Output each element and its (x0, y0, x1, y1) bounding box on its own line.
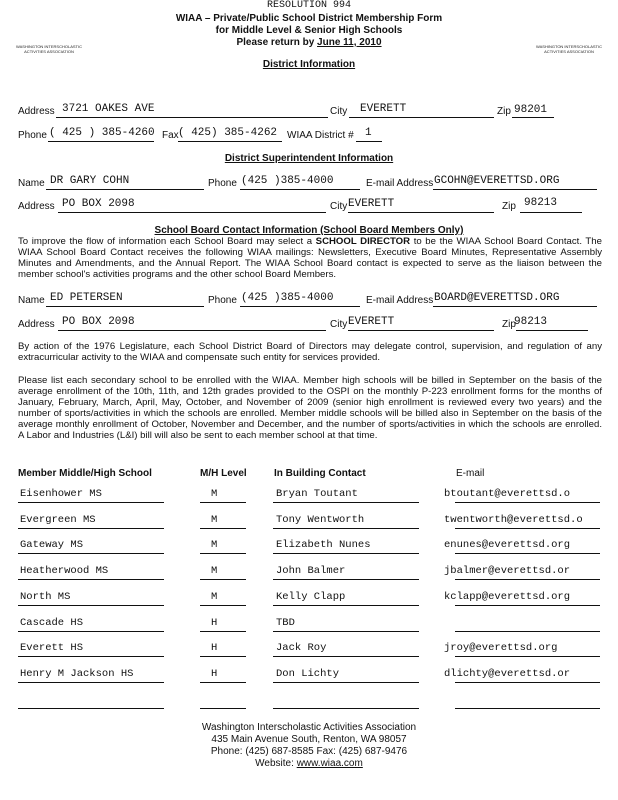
sup-name-field[interactable]: DR GARY COHN (50, 175, 130, 187)
district-phone-field[interactable]: ( 425 ) 385-4260 (49, 127, 155, 139)
zip-line (512, 117, 554, 118)
address-label: Address (18, 106, 55, 117)
email-cell[interactable]: btoutant@everettsd.o (444, 488, 571, 500)
form-title: WIAA – Private/Public School District Membership Form (175, 13, 443, 24)
col-header-school: Member Middle/High School (18, 468, 152, 479)
school-cell-line (18, 656, 164, 657)
fax-line (178, 141, 282, 142)
level-cell[interactable]: M (211, 513, 218, 526)
col-header-contact: In Building Contact (274, 468, 366, 479)
board-address-line (58, 330, 326, 331)
board-zip-line (516, 330, 588, 331)
level-cell[interactable]: H (211, 667, 218, 680)
email-cell[interactable]: twentworth@everettsd.o (444, 513, 583, 526)
board-zip-field[interactable]: 98213 (514, 316, 548, 328)
school-cell-line (18, 528, 164, 529)
board-email-label: E-mail Address (366, 295, 434, 306)
level-cell-line (200, 528, 246, 529)
board-address-label: Address (18, 319, 55, 330)
board-intro (18, 236, 602, 280)
school-cell-line (18, 579, 164, 580)
form-subtitle: for Middle Level & Senior High Schools (215, 25, 403, 36)
wiaa-district-line (356, 141, 382, 142)
right-seal-logo: WASHINGTON INTERSCHOLASTIC ACTIVITIES ASSOCIATION (535, 44, 602, 54)
school-cell[interactable]: Everett HS (20, 642, 84, 655)
school-cell-line (18, 553, 164, 554)
resolution-number: RESOLUTION 994 (266, 0, 351, 11)
school-cell-line (18, 631, 164, 632)
contact-cell-line (273, 605, 419, 606)
board-phone-field[interactable]: (425 )385-4000 (241, 292, 334, 304)
footer-phone: Phone: (425) 687-8585 Fax: (425) 687-9476 (210, 746, 408, 757)
wiaa-district-number-field[interactable]: 1 (365, 127, 372, 139)
board-address-field[interactable]: PO BOX 2098 (62, 316, 135, 328)
level-cell-line (200, 502, 246, 503)
board-city-line (348, 330, 494, 331)
email-cell-line (455, 553, 600, 554)
address-line (56, 117, 328, 118)
board-name-field[interactable]: ED PETERSEN (50, 292, 123, 304)
sup-city-field[interactable]: EVERETT (348, 198, 395, 210)
email-cell[interactable]: jbalmer@everettsd.or (444, 565, 571, 578)
contact-cell[interactable]: Elizabeth Nunes (276, 539, 371, 552)
level-cell[interactable]: M (211, 539, 218, 552)
col-header-email: E-mail (456, 468, 485, 479)
footer-website (0, 758, 618, 769)
email-cell-line (455, 682, 600, 683)
zip-label: Zip (497, 106, 511, 117)
school-cell[interactable]: Heatherwood MS (20, 565, 109, 578)
website-link[interactable]: www.wiaa.com (296, 758, 363, 769)
level-cell[interactable]: M (211, 565, 218, 578)
level-cell-line (200, 631, 246, 632)
level-cell-line (200, 553, 246, 554)
board-phone-label: Phone (208, 295, 237, 306)
district-fax-field[interactable]: ( 425) 385-4262 (178, 127, 278, 139)
sup-city-line (348, 212, 494, 213)
footer-org: Washington Interscholastic Activities Association (201, 722, 417, 733)
contact-cell-line (273, 502, 419, 503)
email-cell-line (455, 605, 600, 606)
sup-name-line (46, 189, 204, 190)
contact-cell[interactable]: TBD (276, 616, 295, 629)
sup-zip-label: Zip (502, 201, 516, 212)
district-info-heading: District Information (262, 59, 356, 70)
school-cell[interactable]: Evergreen MS (20, 513, 96, 526)
return-by (0, 37, 618, 48)
school-cell-line (18, 502, 164, 503)
level-cell-line (200, 579, 246, 580)
contact-cell[interactable]: Jack Roy (276, 642, 327, 655)
contact-cell-line (273, 656, 419, 657)
board-city-label: City (330, 319, 348, 330)
website-label: Website: (255, 758, 294, 769)
board-email-line (433, 306, 597, 307)
board-intro-part1: To improve the flow of information each School Board may select a (18, 236, 313, 247)
return-by-label: Please return by (236, 37, 315, 48)
board-phone-line (240, 306, 360, 307)
board-name-label: Name (18, 295, 45, 306)
email-cell-line (455, 528, 600, 529)
billing-paragraph: Please list each secondary school to be enrolled with the WIAA. Member high schools will be billed in September on the basis of the average enrollment of the 10th, 11th, and 12th grades provided to the OSPI on the monthly P-223 enrollment forms for the months of January, February, March, April, May, October, and November of 2009 (senior high enrollment is reviewed every two years) and the number of sports/activities in which the schools are enrolled. Member middle schools will be billed also in September on the basis of the average monthly enrollment of October, November and December, and the number of sports/activities in which the schools are enrolled. A Labor and Industries (L&I) bill will also be sent to each member school at that time. (18, 375, 602, 441)
sup-address-label: Address (18, 201, 55, 212)
fax-label: Fax (162, 130, 179, 141)
school-cell-line (18, 605, 164, 606)
board-city-field[interactable]: EVERETT (348, 316, 395, 328)
board-email-field[interactable]: BOARD@EVERETTSD.ORG (434, 292, 560, 304)
email-cell-line (455, 631, 600, 632)
superintendent-heading: District Superintendent Information (224, 153, 394, 164)
contact-cell-line (273, 631, 419, 632)
sup-zip-field[interactable]: 98213 (524, 197, 558, 209)
email-cell[interactable]: jroy@everettsd.org (444, 642, 558, 655)
phone-line (48, 141, 154, 142)
sup-email-label: E-mail Address (366, 178, 434, 189)
school-cell[interactable]: Henry M Jackson HS (20, 667, 134, 680)
board-intro-part2: to be the WIAA School Board Contact. The WIAA School Board Contact receives the following WIAA mailings: Newsletters, Executive Board Minutes, Representative Assembly Minutes and Amendments, and the Annual Report. The WIAA School Board contact is expected to serve as the liaison between the member school's activities programs and the other school Board Members. (18, 236, 602, 280)
contact-cell-line (273, 579, 419, 580)
sup-email-field[interactable]: GCOHN@EVERETTSD.ORG (434, 175, 560, 187)
level-cell-line (200, 605, 246, 606)
footer-address: 435 Main Avenue South, Renton, WA 98057 (211, 734, 407, 745)
contact-cell[interactable]: Tony Wentworth (276, 513, 365, 526)
level-cell[interactable]: M (211, 590, 218, 603)
school-cell[interactable]: North MS (20, 590, 71, 603)
school-cell-line (18, 682, 164, 683)
contact-cell-line (273, 553, 419, 554)
sup-phone-field[interactable]: (425 )385-4000 (241, 175, 334, 187)
email-cell[interactable]: dlichty@everettsd.or (444, 667, 571, 680)
left-seal-logo: WASHINGTON INTERSCHOLASTIC ACTIVITIES ASSOCIATION (15, 44, 82, 54)
level-cell-line (200, 708, 246, 709)
sup-address-field[interactable]: PO BOX 2098 (62, 198, 135, 210)
return-by-date: June 11, 2010 (317, 37, 382, 48)
board-intro-bold: SCHOOL DIRECTOR (315, 236, 411, 247)
school-cell-line (18, 708, 164, 709)
contact-cell-line (273, 528, 419, 529)
sup-zip-line (520, 212, 582, 213)
sup-city-label: City (330, 201, 348, 212)
sup-phone-line (240, 189, 360, 190)
contact-cell[interactable]: Don Lichty (276, 667, 340, 680)
legislature-paragraph: By action of the 1976 Legislature, each School District Board of Directors may delegate control, supervision, and regulation of any extracurricular activity to the WIAA and compensate such entity for services provided. (18, 341, 602, 363)
email-cell[interactable]: enunes@everettsd.org (444, 539, 571, 552)
col-header-level: M/H Level (200, 468, 247, 479)
school-cell[interactable]: Gateway MS (20, 539, 84, 552)
level-cell-line (200, 682, 246, 683)
city-label: City (330, 106, 348, 117)
level-cell-line (200, 656, 246, 657)
wiaa-district-label: WIAA District # (287, 130, 354, 141)
contact-cell[interactable]: Kelly Clapp (276, 590, 346, 603)
email-cell-line (455, 708, 600, 709)
email-cell-line (455, 579, 600, 580)
city-line (349, 117, 494, 118)
email-cell-line (455, 502, 600, 503)
level-cell[interactable]: H (211, 642, 218, 655)
sup-address-line (58, 212, 326, 213)
contact-cell[interactable]: John Balmer (276, 565, 346, 578)
board-zip-label: Zip (502, 319, 516, 330)
sup-phone-label: Phone (208, 178, 237, 189)
phone-label: Phone (18, 130, 47, 141)
sup-name-label: Name (18, 178, 45, 189)
contact-cell-line (273, 708, 419, 709)
level-cell[interactable]: M (211, 488, 218, 500)
level-cell[interactable]: H (211, 616, 218, 629)
sup-email-line (433, 189, 597, 190)
board-heading: School Board Contact Information (School Board Members Only) (154, 225, 464, 236)
email-cell[interactable]: kclapp@everettsd.org (444, 590, 571, 603)
board-name-line (46, 306, 204, 307)
contact-cell[interactable]: Bryan Toutant (276, 488, 358, 500)
district-zip-field[interactable]: 98201 (514, 104, 548, 116)
contact-cell-line (273, 682, 419, 683)
district-address-field[interactable]: 3721 OAKES AVE (62, 103, 155, 115)
school-cell[interactable]: Eisenhower MS (20, 488, 102, 500)
district-city-field[interactable]: EVERETT (360, 103, 407, 115)
school-cell[interactable]: Cascade HS (20, 616, 84, 629)
email-cell-line (455, 656, 600, 657)
